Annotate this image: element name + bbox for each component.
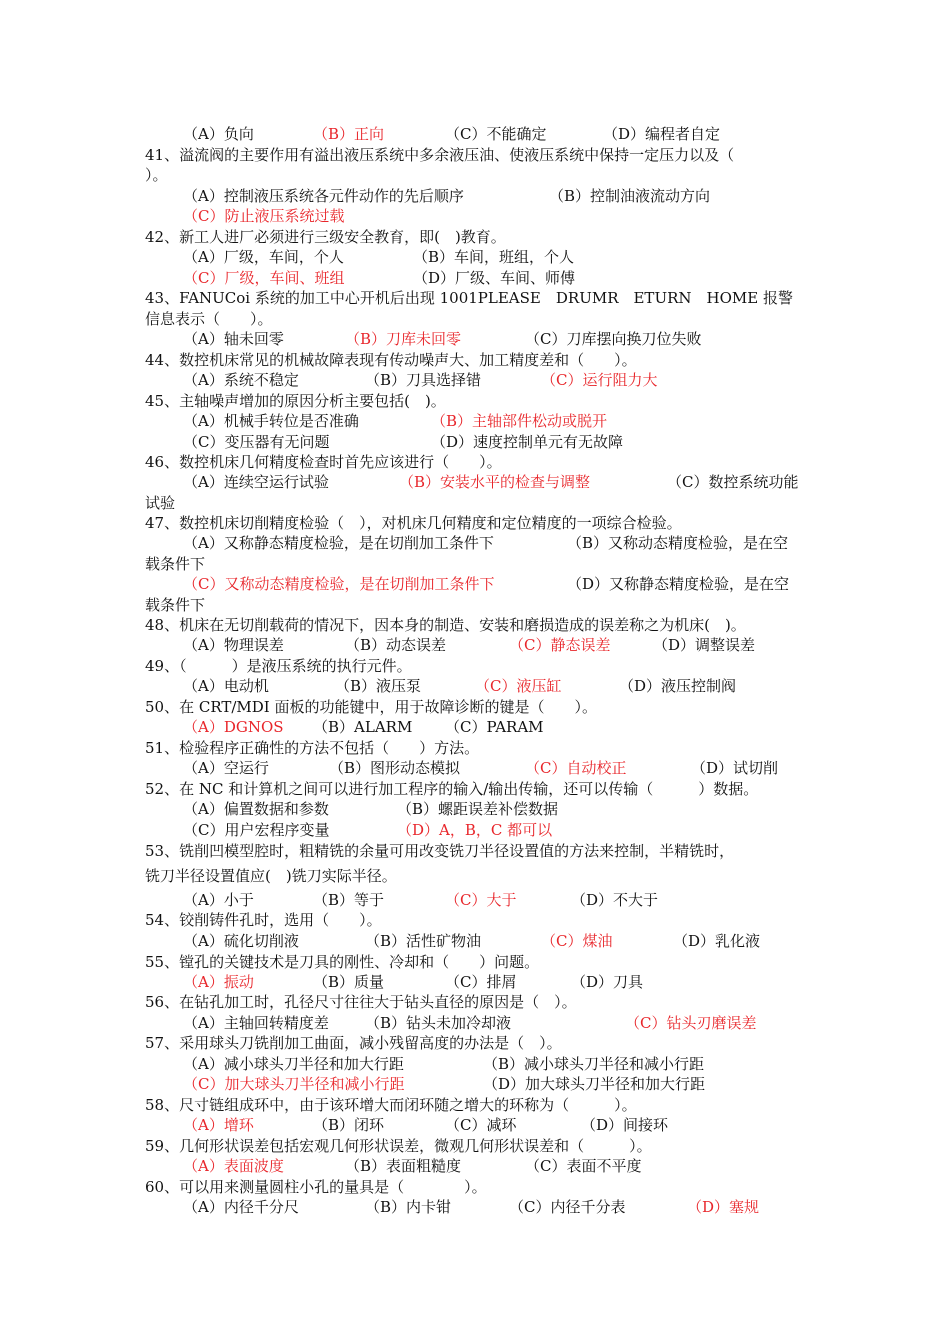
question-54: 54、铰削铸件孔时，选用（ ）。 xyxy=(145,911,382,929)
question-47: 47、数控机床切削精度检验（ ），对机床几何精度和定位精度的一项综合检验。 xyxy=(145,514,682,532)
option-b: （B）主轴部件松动或脱开 xyxy=(431,412,608,430)
option-a: （A）增环 xyxy=(183,1116,254,1134)
option-b: （B）ALARM xyxy=(313,718,413,736)
option-a: （A）主轴回转精度差 xyxy=(183,1014,329,1032)
option-c: （C）运行阻力大 xyxy=(541,371,658,389)
option-b: （B）内卡钳 xyxy=(365,1198,452,1216)
option-a: （A）系统不稳定 xyxy=(183,371,299,389)
option-c: （C）不能确定 xyxy=(445,125,547,143)
option-a: （A）表面波度 xyxy=(183,1157,284,1175)
question-57: 57、采用球头刀铣削加工曲面，减小残留高度的办法是（ ）。 xyxy=(145,1034,562,1052)
option-d: （D）间接环 xyxy=(581,1116,669,1134)
option-c: （C）大于 xyxy=(445,891,517,909)
option-c: （C）内径千分表 xyxy=(509,1198,626,1216)
option-c: （C）液压缸 xyxy=(475,677,562,695)
question-56: 56、在钻孔加工时，孔径尺寸往往大于钻头直径的原因是（ ）。 xyxy=(145,993,577,1011)
option-a: （A）内径千分尺 xyxy=(183,1198,299,1216)
option-c: （C）煤油 xyxy=(541,932,613,950)
option-b: （B）减小球头刀半径和减小行距 xyxy=(483,1055,705,1073)
option-a: （A）电动机 xyxy=(183,677,269,695)
option-a: （A）硫化切削液 xyxy=(183,932,299,950)
option-b: （B）又称动态精度检验，是在空 xyxy=(567,534,789,552)
option-c: （C）PARAM xyxy=(445,718,544,736)
option-a: （A）轴未回零 xyxy=(183,330,284,348)
question-52: 52、在 NC 和计算机之间可以进行加工程序的输入/输出传输，还可以传输（ ）数据。 xyxy=(145,780,759,798)
option-b: （B）闭环 xyxy=(313,1116,385,1134)
option-c: （C）刀库摆向换刀位失败 xyxy=(525,330,702,348)
option-c: （C）加大球头刀半径和减小行距 xyxy=(183,1075,405,1093)
option-d: （D）A，B，C 都可以 xyxy=(397,821,553,839)
option-a: （A）振动 xyxy=(183,973,254,991)
question-41: 41、溢流阀的主要作用有溢出液压系统中多余液压油、使液压系统中保持一定压力以及（ xyxy=(145,146,735,164)
option-b: （B）等于 xyxy=(313,891,385,909)
question-41-continued: ）。 xyxy=(145,166,168,184)
option-d: （D）编程者自定 xyxy=(603,125,721,143)
question-55: 55、镗孔的关键技术是刀具的刚性、冷却和（ ）问题。 xyxy=(145,953,540,971)
question-58: 58、尺寸链组成环中，由于该环增大而闭环随之增大的环称为（ ）。 xyxy=(145,1096,637,1114)
option-c: （C）排屑 xyxy=(445,973,517,991)
option-c: （C）数控系统功能 xyxy=(667,473,799,491)
option-a: （A）物理误差 xyxy=(183,636,284,654)
option-d: （D）刀具 xyxy=(571,973,644,991)
option-continued: 试验 xyxy=(145,494,176,512)
option-c: （C）减环 xyxy=(445,1116,517,1134)
question-53-continued: 铣刀半径设置值应( )铣刀实际半径。 xyxy=(145,867,397,885)
question-46: 46、数控机床几何精度检查时首先应该进行（ ）。 xyxy=(145,453,502,471)
option-b: （B）质量 xyxy=(313,973,385,991)
question-50: 50、在 CRT/MDI 面板的功能键中，用于故障诊断的键是（ ）。 xyxy=(145,698,598,716)
question-42: 42、新工人进厂必须进行三级安全教育，即( )教育。 xyxy=(145,228,506,246)
option-c: （C）变压器有无问题 xyxy=(183,433,330,451)
option-b: （B）动态误差 xyxy=(345,636,447,654)
option-a: （A）空运行 xyxy=(183,759,269,777)
option-a: （A）连续空运行试验 xyxy=(183,473,329,491)
question-48: 48、机床在无切削载荷的情况下，因本身的制造、安装和磨损造成的误差称之为机床( )。 xyxy=(145,616,746,634)
option-c: （C）用户宏程序变量 xyxy=(183,821,330,839)
option-d: （D）液压控制阀 xyxy=(619,677,737,695)
option-d: （D）调整误差 xyxy=(653,636,756,654)
option-b: （B）液压泵 xyxy=(335,677,422,695)
option-continued: 载条件下 xyxy=(145,555,206,573)
option-d: （D）速度控制单元有无故障 xyxy=(431,433,624,451)
option-a: （A）偏置数据和参数 xyxy=(183,800,329,818)
question-60: 60、可以用来测量圆柱小孔的量具是（ ）。 xyxy=(145,1178,487,1196)
option-d: （D）乳化液 xyxy=(673,932,761,950)
option-continued: 载条件下 xyxy=(145,596,206,614)
question-45: 45、主轴噪声增加的原因分析主要包括( )。 xyxy=(145,392,446,410)
option-b: （B）刀具选择错 xyxy=(365,371,482,389)
option-b: （B）正向 xyxy=(313,125,385,143)
option-d: （D）加大球头刀半径和加大行距 xyxy=(483,1075,706,1093)
option-d: （D）厂级、车间、师傅 xyxy=(413,269,576,287)
option-a: （A）小于 xyxy=(183,891,254,909)
option-b: （B）图形动态模拟 xyxy=(329,759,461,777)
option-a: （A）厂级，车间，个人 xyxy=(183,248,344,266)
option-b: （B）控制油液流动方向 xyxy=(549,187,711,205)
option-c: （C）钻头刃磨误差 xyxy=(625,1014,757,1032)
option-b: （B）刀库未回零 xyxy=(345,330,462,348)
option-c: （C）厂级，车间、班组 xyxy=(183,269,345,287)
option-d: （D）不大于 xyxy=(571,891,659,909)
option-d: （D）试切削 xyxy=(691,759,779,777)
option-a: （A）又称静态精度检验，是在切削加工条件下 xyxy=(183,534,494,552)
option-b: （B）车间，班组，个人 xyxy=(413,248,575,266)
option-c: （C）自动校正 xyxy=(525,759,627,777)
option-c: （C）防止液压系统过载 xyxy=(183,207,345,225)
option-d: （D）塞规 xyxy=(687,1198,760,1216)
option-c: （C）又称动态精度检验，是在切削加工条件下 xyxy=(183,575,495,593)
option-a: （A）负向 xyxy=(183,125,254,143)
question-51: 51、检验程序正确性的方法不包括（ ）方法。 xyxy=(145,739,480,757)
option-b: （B）钻头未加冷却液 xyxy=(365,1014,512,1032)
option-c: （C）静态误差 xyxy=(509,636,611,654)
question-43-continued: 信息表示（ ）。 xyxy=(145,310,273,328)
question-44: 44、数控机床常见的机械故障表现有传动噪声大、加工精度差和（ ）。 xyxy=(145,351,637,369)
option-b: （B）安装水平的检查与调整 xyxy=(399,473,591,491)
question-43: 43、FANUCoi 系统的加工中心开机后出现 1001PLEASE DRUMR ETURN HOME 报警 xyxy=(145,289,793,307)
option-b: （B）活性矿物油 xyxy=(365,932,482,950)
option-c: （C）表面不平度 xyxy=(525,1157,642,1175)
option-b: （B）表面粗糙度 xyxy=(345,1157,462,1175)
question-49: 49、（ ）是液压系统的执行元件。 xyxy=(145,657,412,675)
option-a: （A）减小球头刀半径和加大行距 xyxy=(183,1055,404,1073)
question-59: 59、几何形状误差包括宏观几何形状误差，微观几何形状误差和（ ）。 xyxy=(145,1137,652,1155)
option-b: （B）螺距误差补偿数据 xyxy=(397,800,559,818)
option-d: （D）又称静态精度检验，是在空 xyxy=(567,575,790,593)
question-53: 53、铣削凹模型腔时，粗精铣的余量可用改变铣刀半径设置值的方法来控制，半精铣时， xyxy=(145,842,735,860)
option-a: （A）控制液压系统各元件动作的先后顺序 xyxy=(183,187,464,205)
option-a: （A）DGNOS xyxy=(183,718,284,736)
option-a: （A）机械手转位是否准确 xyxy=(183,412,359,430)
